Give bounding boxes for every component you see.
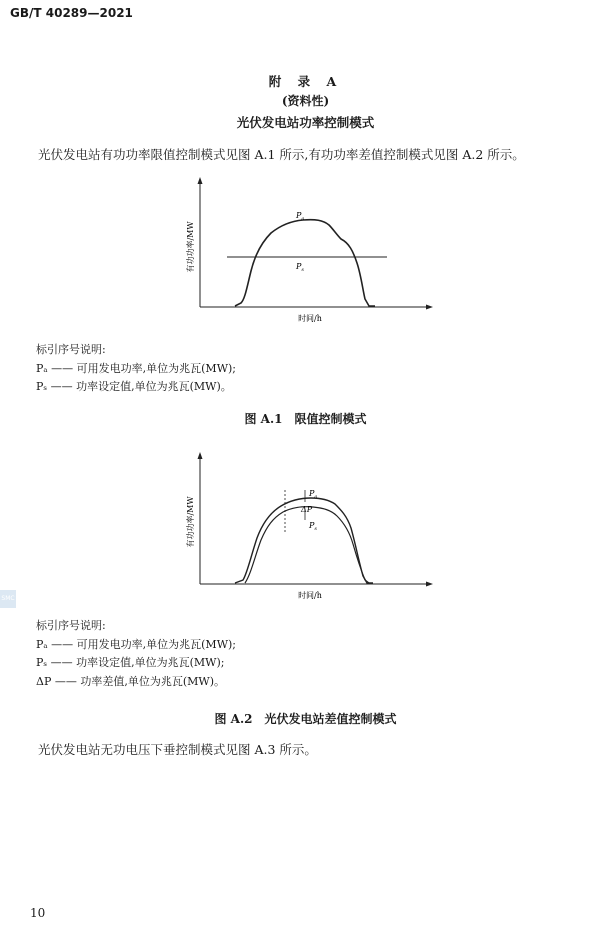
fig2-label-pa: $P_a$	[309, 489, 318, 500]
figure-a2-legend	[36, 617, 236, 691]
fig2-x-arrow	[426, 582, 433, 587]
legend-item: Pₐ —— 可用发电功率,单位为兆瓦(MW);	[36, 637, 236, 651]
fig1-y-arrow	[198, 177, 203, 184]
figure-a1-caption: 图 A.1 限值控制模式	[244, 412, 367, 426]
appendix-note: (资料性)	[281, 94, 330, 108]
figure-a1-legend	[36, 341, 236, 397]
appendix-title: 附 录 A	[268, 74, 343, 89]
legend-title: 标引序号说明:	[36, 619, 106, 632]
fig2-label-ps: $P_s$	[309, 521, 317, 532]
legend-title: 标引序号说明:	[36, 343, 106, 356]
figure-a2-caption: 图 A.2 光伏发电站差值控制模式	[214, 712, 397, 726]
fig2-y-arrow	[198, 452, 203, 459]
page-number: 10	[30, 906, 46, 920]
intro-paragraph: 光伏发电站有功功率限值控制模式见图 A.1 所示,有功功率差值控制模式见图 A.2 所示。	[38, 147, 525, 162]
stamp-watermark: SMC	[0, 590, 16, 608]
fig1-x-label: 时间/h	[298, 314, 322, 323]
fig1-x-arrow	[426, 305, 433, 310]
fig2-setpoint-curve	[245, 507, 369, 583]
closing-paragraph: 光伏发电站无功电压下垂控制模式见图 A.3 所示。	[38, 742, 317, 757]
fig2-y-label: 有功功率/MW	[186, 496, 195, 548]
fig1-label-ps: $P_s$	[296, 262, 304, 273]
figure-a2-diagram	[175, 450, 445, 600]
fig1-available-power-curve	[235, 220, 375, 306]
document-header: GB/T 40289—2021	[10, 6, 133, 20]
fig1-label-pa: $P_a$	[296, 211, 305, 222]
fig2-label-dp: ΔP	[301, 505, 313, 514]
legend-item: Pₐ —— 可用发电功率,单位为兆瓦(MW);	[36, 361, 236, 375]
appendix-heading: 光伏发电站功率控制模式	[236, 115, 375, 130]
legend-item: ΔP —— 功率差值,单位为兆瓦(MW)。	[36, 674, 225, 688]
figure-a1-diagram	[175, 175, 445, 325]
fig1-y-label: 有功功率/MW	[186, 221, 195, 273]
legend-item: Pₛ —— 功率设定值,单位为兆瓦(MW)。	[36, 380, 232, 393]
legend-item: Pₛ —— 功率设定值,单位为兆瓦(MW);	[36, 656, 225, 669]
fig2-x-label: 时间/h	[298, 591, 322, 600]
